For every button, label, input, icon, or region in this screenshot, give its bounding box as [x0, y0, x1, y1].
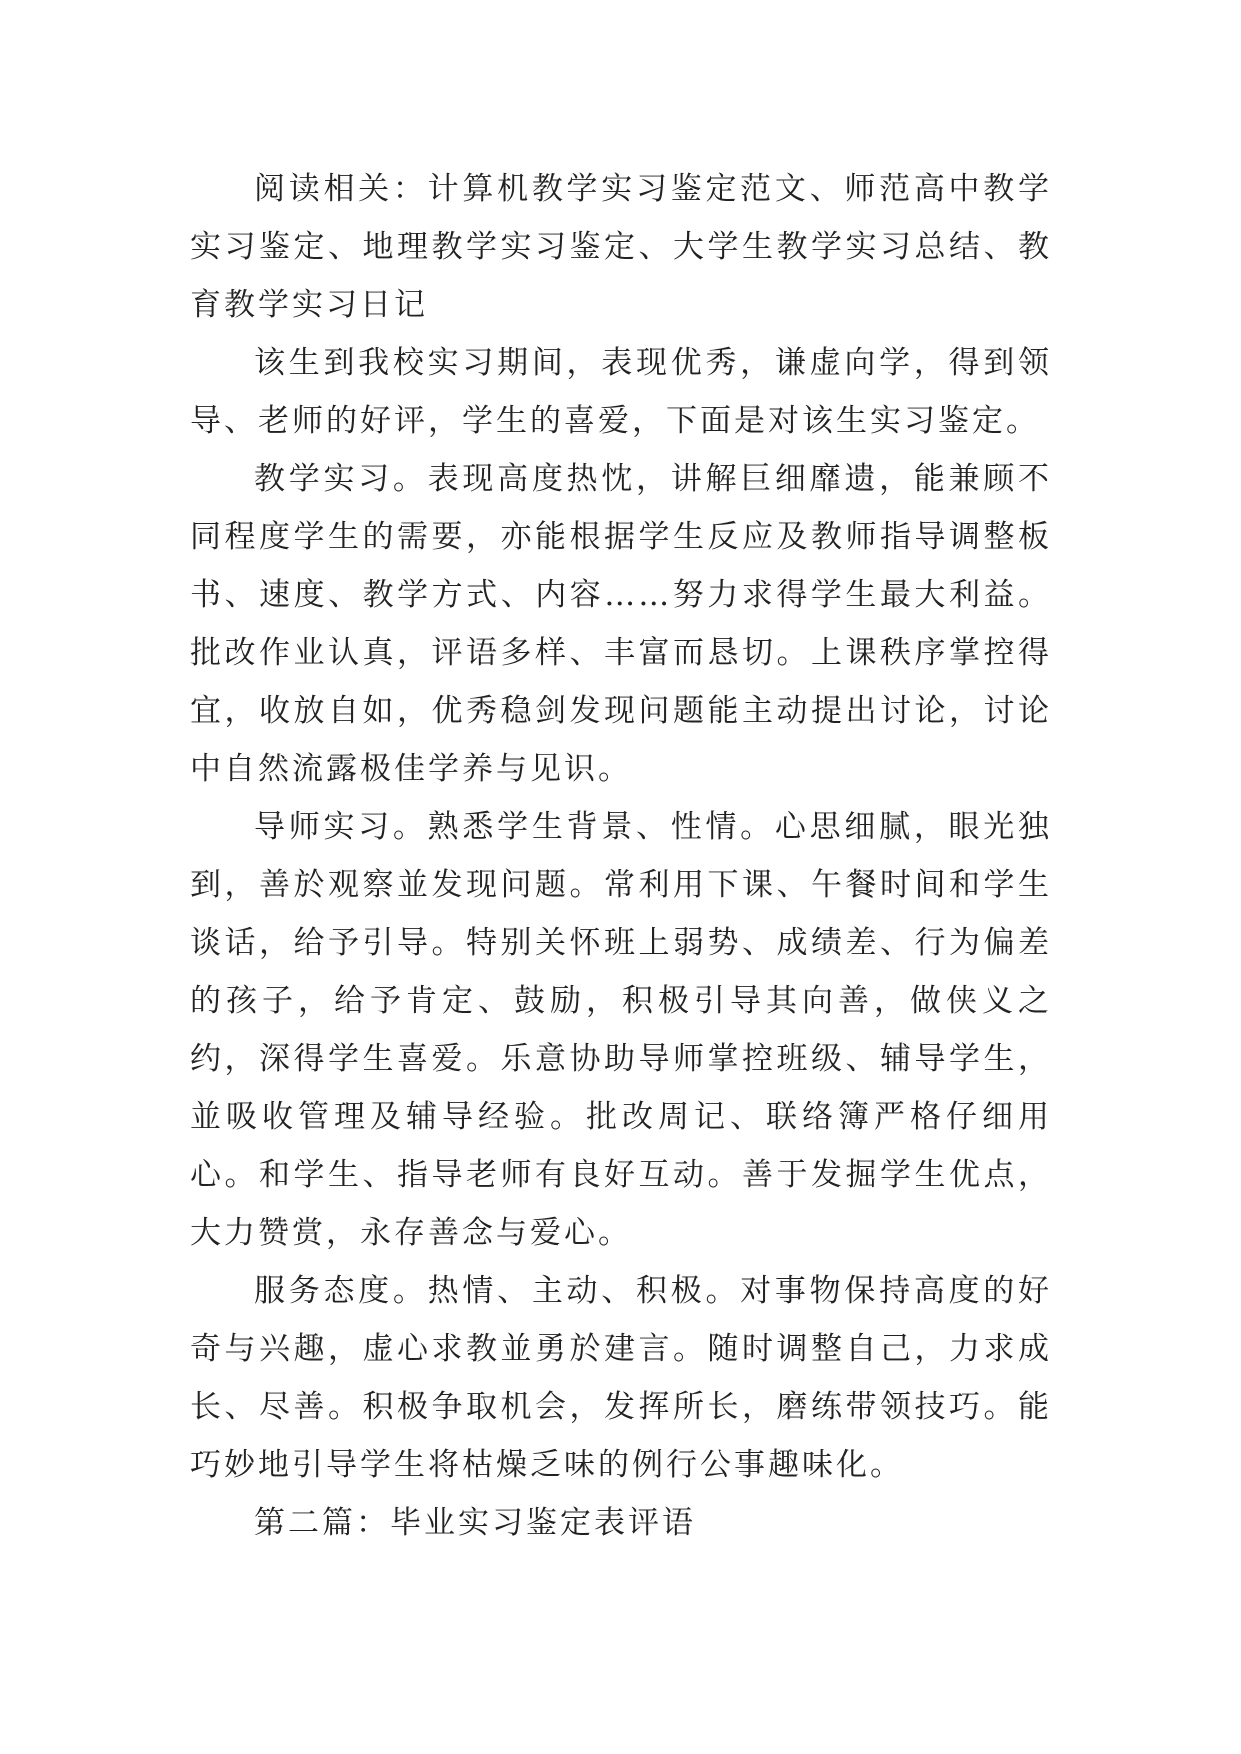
- related-reading-paragraph: 阅读相关：计算机教学实习鉴定范文、师范高中教学实习鉴定、地理教学实习鉴定、大学生教学实习总结、教育教学实习日记: [190, 171, 1052, 323]
- mentor-internship-paragraph: 导师实习。熟悉学生背景、性情。心思细腻，眼光独到，善於观察並发现问题。常利用下课、午餐时间和学生谈话，给予引导。特别关怀班上弱势、成绩差、行为偏差的孩子，给予肯定、鼓励，积极引导其向善，做侠义之约，深得学生喜爱。乐意协助导师掌控班级、辅导学生，並吸收管理及辅导经验。批改周记、联络簿严格仔细用心。和学生、指导老师有良好互动。善于发掘学生优点，大力赞赏，永存善念与爱心。: [190, 809, 1052, 1251]
- teaching-internship-paragraph: 教学实习。表现高度热忱，讲解巨细靡遗，能兼顾不同程度学生的需要，亦能根据学生反应及教师指导调整板书、速度、教学方式、内容……努力求得学生最大利益。批改作业认真，评语多样、丰富而恳切。上课秩序掌控得宜，收放自如，优秀稳剑发现问题能主动提出讨论，讨论中自然流露极佳学养与见识。: [190, 461, 1052, 787]
- section-heading: 第二篇：毕业实习鉴定表评语: [254, 1505, 696, 1541]
- service-attitude-paragraph: 服务态度。热情、主动、积极。对事物保持高度的好奇与兴趣，虚心求教並勇於建言。随时调整自己，力求成长、尽善。积极争取机会，发挥所长，磨练带领技巧。能巧妙地引导学生将枯燥乏味的例行公事趣味化。: [190, 1273, 1052, 1483]
- intro-paragraph: 该生到我校实习期间，表现优秀，谦虚向学，得到领导、老师的好评，学生的喜爱，下面是对该生实习鉴定。: [190, 345, 1052, 439]
- document-body: [190, 160, 1052, 1552]
